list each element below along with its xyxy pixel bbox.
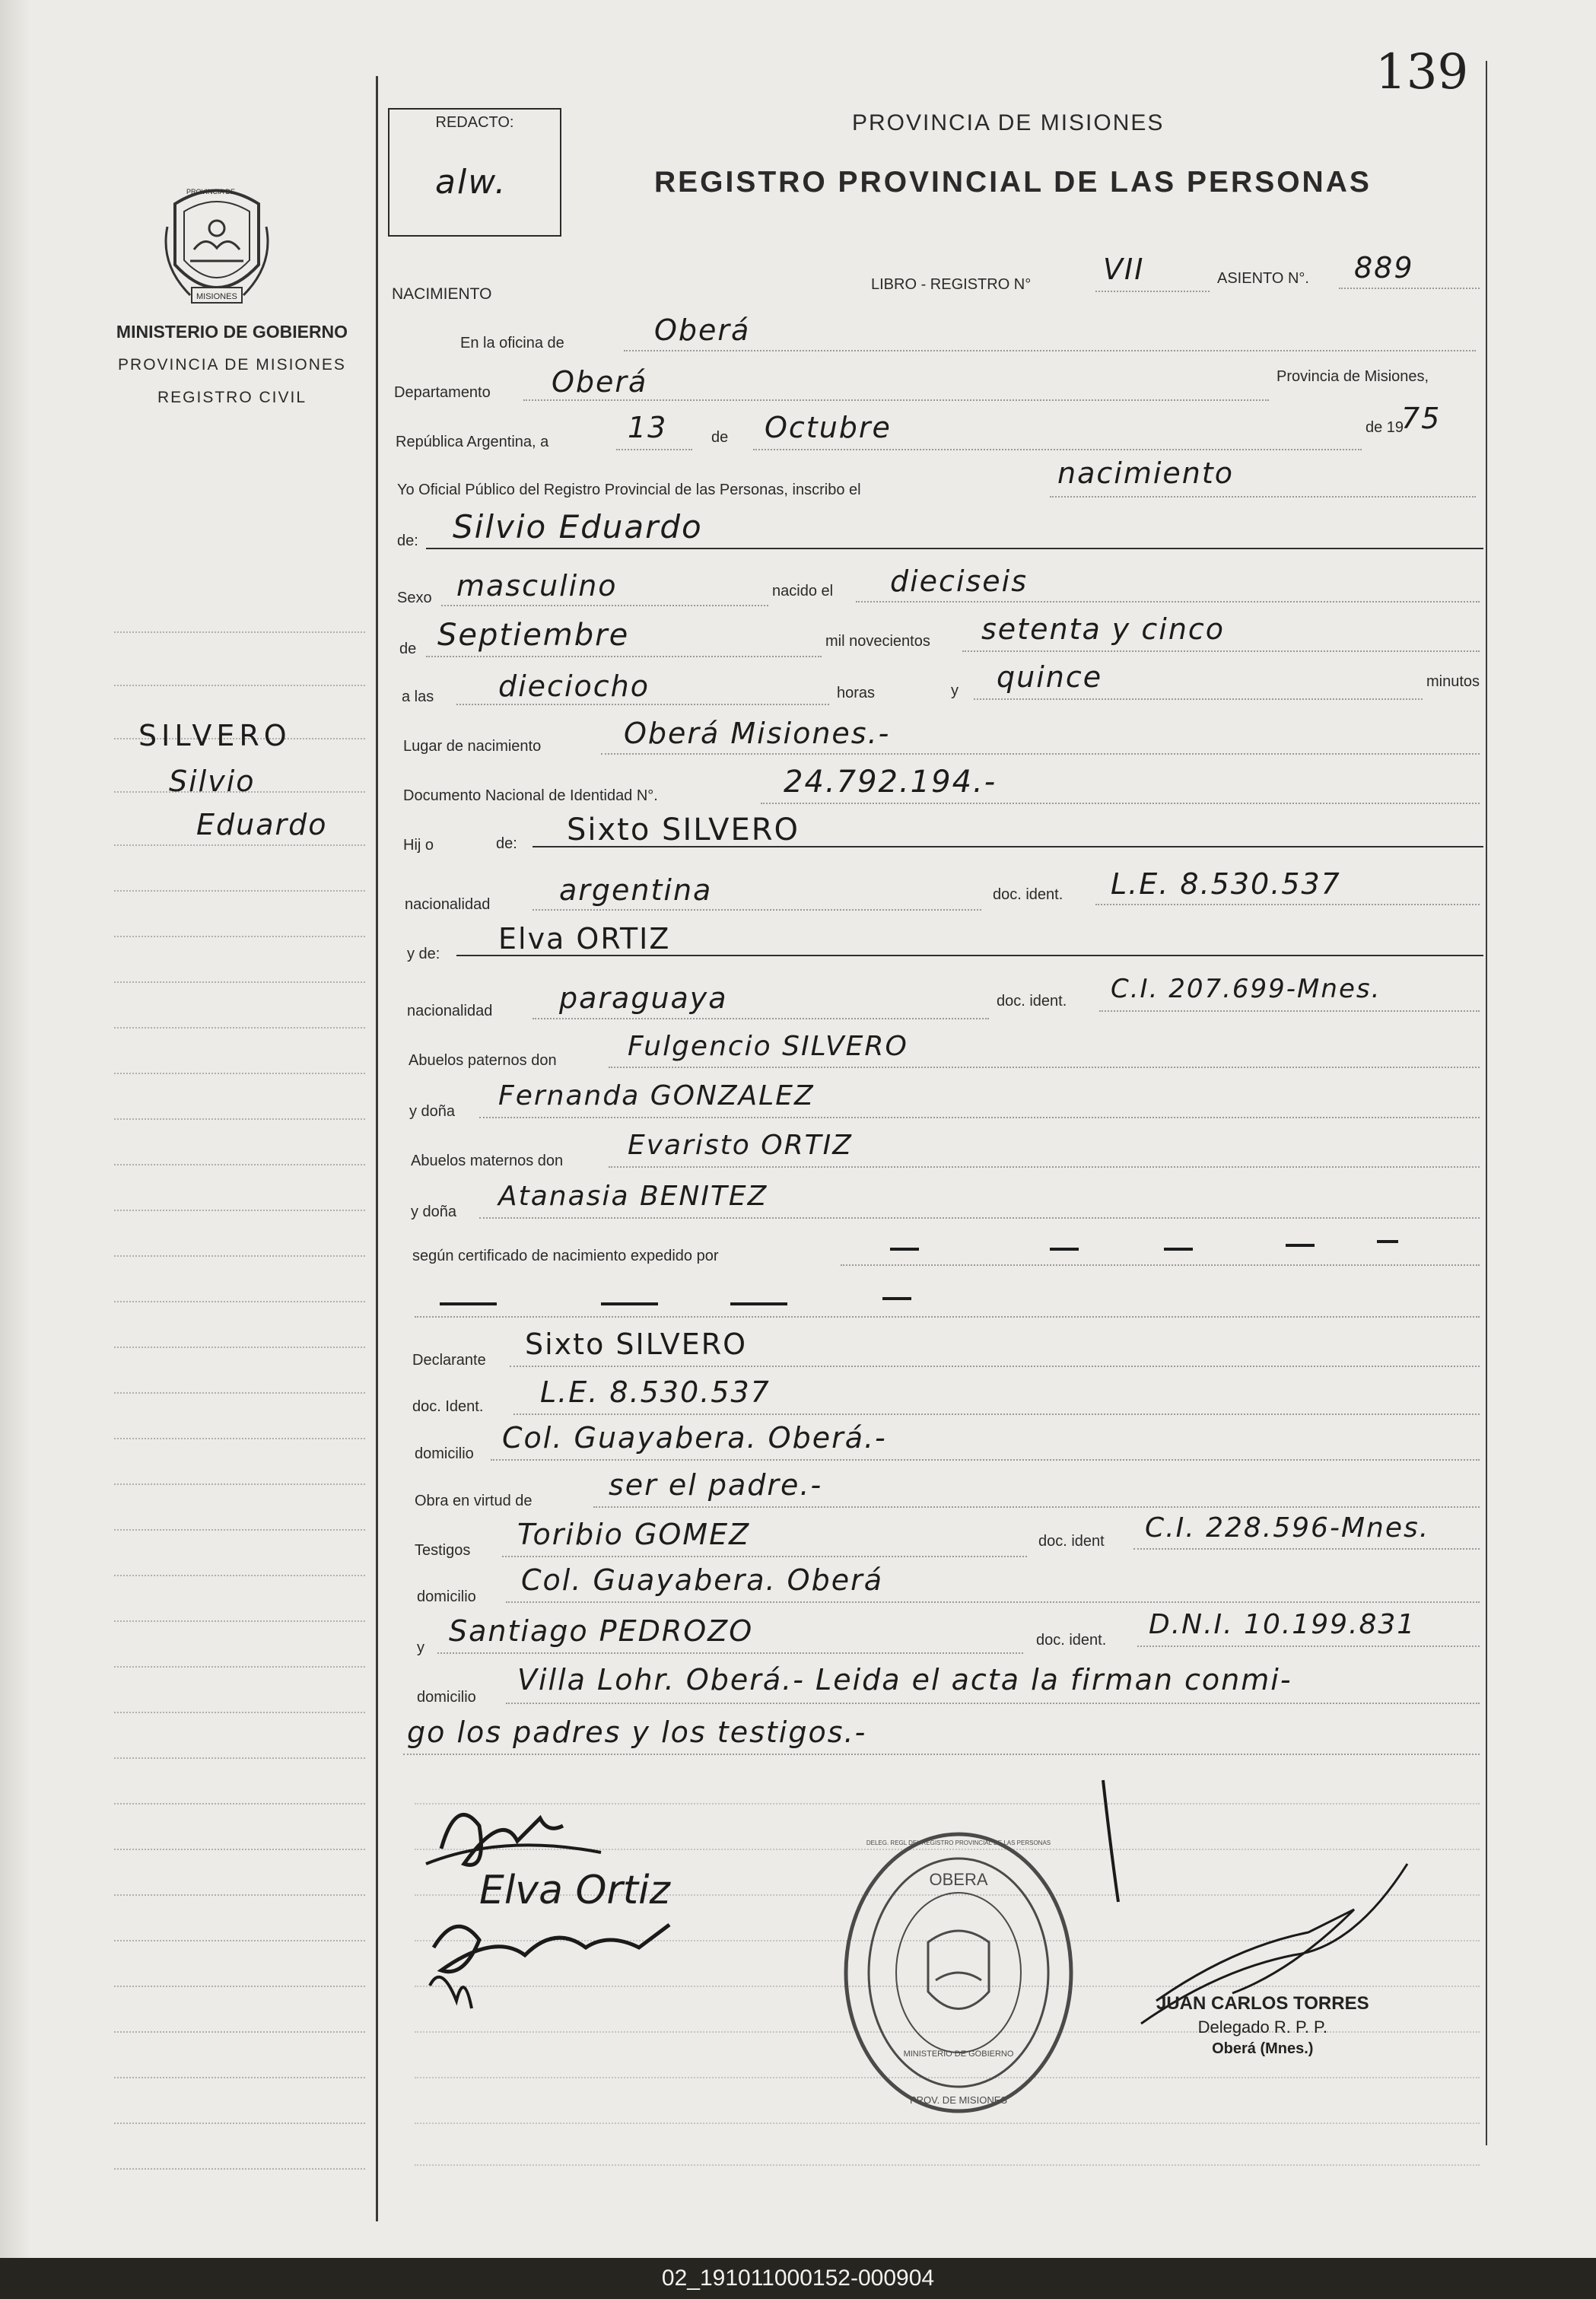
official-stamp	[1156, 1993, 1369, 2058]
obra-label: Obra en virtud de	[415, 1493, 533, 1509]
lugar-value: Oberá Misiones.-	[624, 717, 891, 750]
seal-inner-top: OBERA	[929, 1870, 988, 1889]
provincia-label: Provincia de Misiones,	[1276, 368, 1429, 385]
ministry-registry: REGISTRO CIVIL	[157, 389, 307, 406]
testigos-label: Testigos	[415, 1542, 471, 1559]
scan-id-footer: 02_191011000152-000904	[661, 2266, 935, 2291]
departamento-value: Oberá	[552, 365, 648, 399]
asiento-value: 889	[1354, 251, 1414, 285]
seal-bottom-text: PROV. DE MISIONES	[909, 2094, 1008, 2106]
emblem-text-top: PROVINCIA DE	[186, 188, 236, 196]
hijo-de-label: de:	[496, 835, 517, 852]
testigo2-dom-label: domicilio	[417, 1689, 476, 1706]
acto-value: nacimiento	[1057, 456, 1235, 490]
oficina-value: Oberá	[654, 313, 751, 347]
de-anio-label: de 19	[1366, 419, 1404, 436]
testigo2-doc-label: doc. ident.	[1036, 1632, 1107, 1649]
sexo-label: Sexo	[397, 590, 432, 606]
province-heading: PROVINCIA DE MISIONES	[852, 110, 1165, 135]
ab-mat-dona-value: Atanasia BENITEZ	[498, 1181, 768, 1212]
testigo2-dom-value: Villa Lohr. Oberá.- Leida el acta la firman conmi-	[517, 1663, 1292, 1696]
official-role: Delegado R. P. P.	[1197, 2018, 1328, 2037]
testigo1-dom-label: domicilio	[417, 1588, 476, 1605]
declarante-dom-value: Col. Guayabera. Oberá.-	[502, 1421, 887, 1455]
page-number: 139	[1375, 44, 1469, 100]
ab-pat-label: Abuelos paternos don	[409, 1052, 557, 1069]
nombre-value: Silvio Eduardo	[453, 508, 703, 545]
redacto-initials: alw.	[435, 163, 507, 202]
declarante-label: Declarante	[412, 1352, 486, 1369]
seal-inner-text: MINISTERIO DE GOBIERNO	[903, 2049, 1014, 2059]
sexo-value: masculino	[456, 569, 618, 603]
minutos-value: quince	[997, 660, 1103, 694]
record-type: NACIMIENTO	[392, 285, 492, 303]
redacto-box	[388, 108, 561, 237]
ab-pat-dona-value: Fernanda GONZALEZ	[498, 1080, 815, 1111]
declarante-doc-value: L.E. 8.530.537	[540, 1375, 771, 1409]
oficina-label: En la oficina de	[460, 335, 564, 351]
de-label: de	[711, 429, 729, 446]
declarante-doc-label: doc. Ident.	[412, 1398, 484, 1415]
nacido-label: nacido el	[772, 583, 834, 599]
testigo2-y-label: y	[417, 1639, 424, 1656]
lugar-label: Lugar de nacimiento	[403, 738, 542, 755]
libro-value: VII	[1103, 253, 1145, 286]
minutos-label: minutos	[1426, 673, 1480, 690]
libro-label: LIBRO - REGISTRO N°	[871, 276, 1032, 293]
padre-nac-value: argentina	[559, 873, 713, 907]
madre-signature: Elva Ortiz	[479, 1868, 670, 1913]
mes-nac-de-label: de	[399, 641, 417, 657]
padre-doc-value: L.E. 8.530.537	[1111, 867, 1341, 901]
official-place: Oberá (Mnes.)	[1212, 2040, 1314, 2057]
margin-surname: SILVERO	[138, 719, 291, 752]
testigo1-dom-value: Col. Guayabera. Oberá	[521, 1563, 883, 1597]
nombre-de-label: de:	[397, 533, 418, 549]
padre-doc-label: doc. ident.	[993, 886, 1063, 903]
obra-value: ser el padre.-	[609, 1468, 823, 1502]
madre-nac-value: paraguaya	[559, 981, 728, 1015]
padre-value: Sixto SILVERO	[567, 812, 800, 847]
dia-nac-value: dieciseis	[890, 564, 1028, 598]
right-rule	[1486, 61, 1487, 2145]
redacto-label: REDACTO:	[435, 114, 514, 131]
madre-nac-label: nacionalidad	[407, 1003, 493, 1019]
cierre-text: go los padres y los testigos.-	[407, 1716, 867, 1749]
provincial-coat-of-arms-icon	[160, 181, 274, 309]
dni-value: 24.792.194.-	[784, 765, 997, 800]
testigo1-doc-label: doc. ident	[1038, 1533, 1105, 1550]
margin-rule	[376, 76, 378, 2221]
ab-pat-dona-label: y doña	[409, 1103, 456, 1120]
ab-mat-don-value: Evaristo ORTIZ	[628, 1130, 853, 1161]
ab-pat-don-value: Fulgencio SILVERO	[628, 1031, 908, 1062]
ab-mat-label: Abuelos maternos don	[411, 1153, 564, 1169]
hijo-label: Hij o	[403, 837, 434, 854]
horas-label: horas	[837, 685, 876, 701]
ministry-title: MINISTERIO DE GOBIERNO	[116, 322, 348, 342]
official-name: JUAN CARLOS TORRES	[1156, 1993, 1369, 2014]
padre-nac-label: nacionalidad	[405, 896, 491, 913]
anio-nac-value: setenta y cinco	[981, 612, 1226, 646]
ministry-province: PROVINCIA DE MISIONES	[118, 356, 346, 374]
margin-second-name: Eduardo	[196, 808, 328, 841]
a-las-label: a las	[402, 688, 434, 705]
ab-mat-dona-label: y doña	[411, 1204, 457, 1220]
madre-y-de-label: y de:	[407, 946, 440, 962]
oficial-label: Yo Oficial Público del Registro Provincial de las Personas, inscribo el	[397, 482, 861, 498]
dni-label: Documento Nacional de Identidad N°.	[403, 787, 658, 804]
registry-heading: REGISTRO PROVINCIAL DE LAS PERSONAS	[654, 166, 1372, 199]
mes-nac-value: Septiembre	[437, 618, 630, 653]
madre-doc-value: C.I. 207.699-Mnes.	[1111, 974, 1381, 1004]
official-seal	[841, 1828, 1076, 2117]
madre-doc-label: doc. ident.	[997, 993, 1067, 1010]
hora-value: dieciocho	[498, 669, 650, 703]
asiento-label: ASIENTO N°.	[1217, 270, 1309, 287]
testigo1-doc-value: C.I. 228.596-Mnes.	[1145, 1512, 1430, 1544]
dia-value: 13	[628, 411, 668, 444]
testigo2-value: Santiago PEDROZO	[449, 1614, 754, 1648]
testigo1-value: Toribio GOMEZ	[517, 1518, 751, 1551]
seal-outer-text: DELEG. REGL DEL REGISTRO PROVINCIAL DE LAS PERSONAS	[866, 1840, 1051, 1846]
anio-value: 75	[1401, 402, 1442, 435]
mil-label: mil novecientos	[825, 633, 930, 650]
emblem-text-bottom: MISIONES	[196, 292, 237, 301]
mes-value: Octubre	[765, 411, 892, 444]
departamento-label: Departamento	[394, 384, 491, 401]
certificado-label: según certificado de nacimiento expedido por	[412, 1248, 719, 1264]
madre-value: Elva ORTIZ	[498, 922, 671, 956]
declarante-dom-label: domicilio	[415, 1445, 474, 1462]
declarante-value: Sixto SILVERO	[525, 1328, 748, 1361]
horas-y-label: y	[951, 682, 959, 699]
republica-label: República Argentina, a	[396, 434, 549, 450]
margin-first-name: Silvio	[169, 765, 256, 798]
testigo2-doc-value: D.N.I. 10.199.831	[1149, 1609, 1416, 1640]
